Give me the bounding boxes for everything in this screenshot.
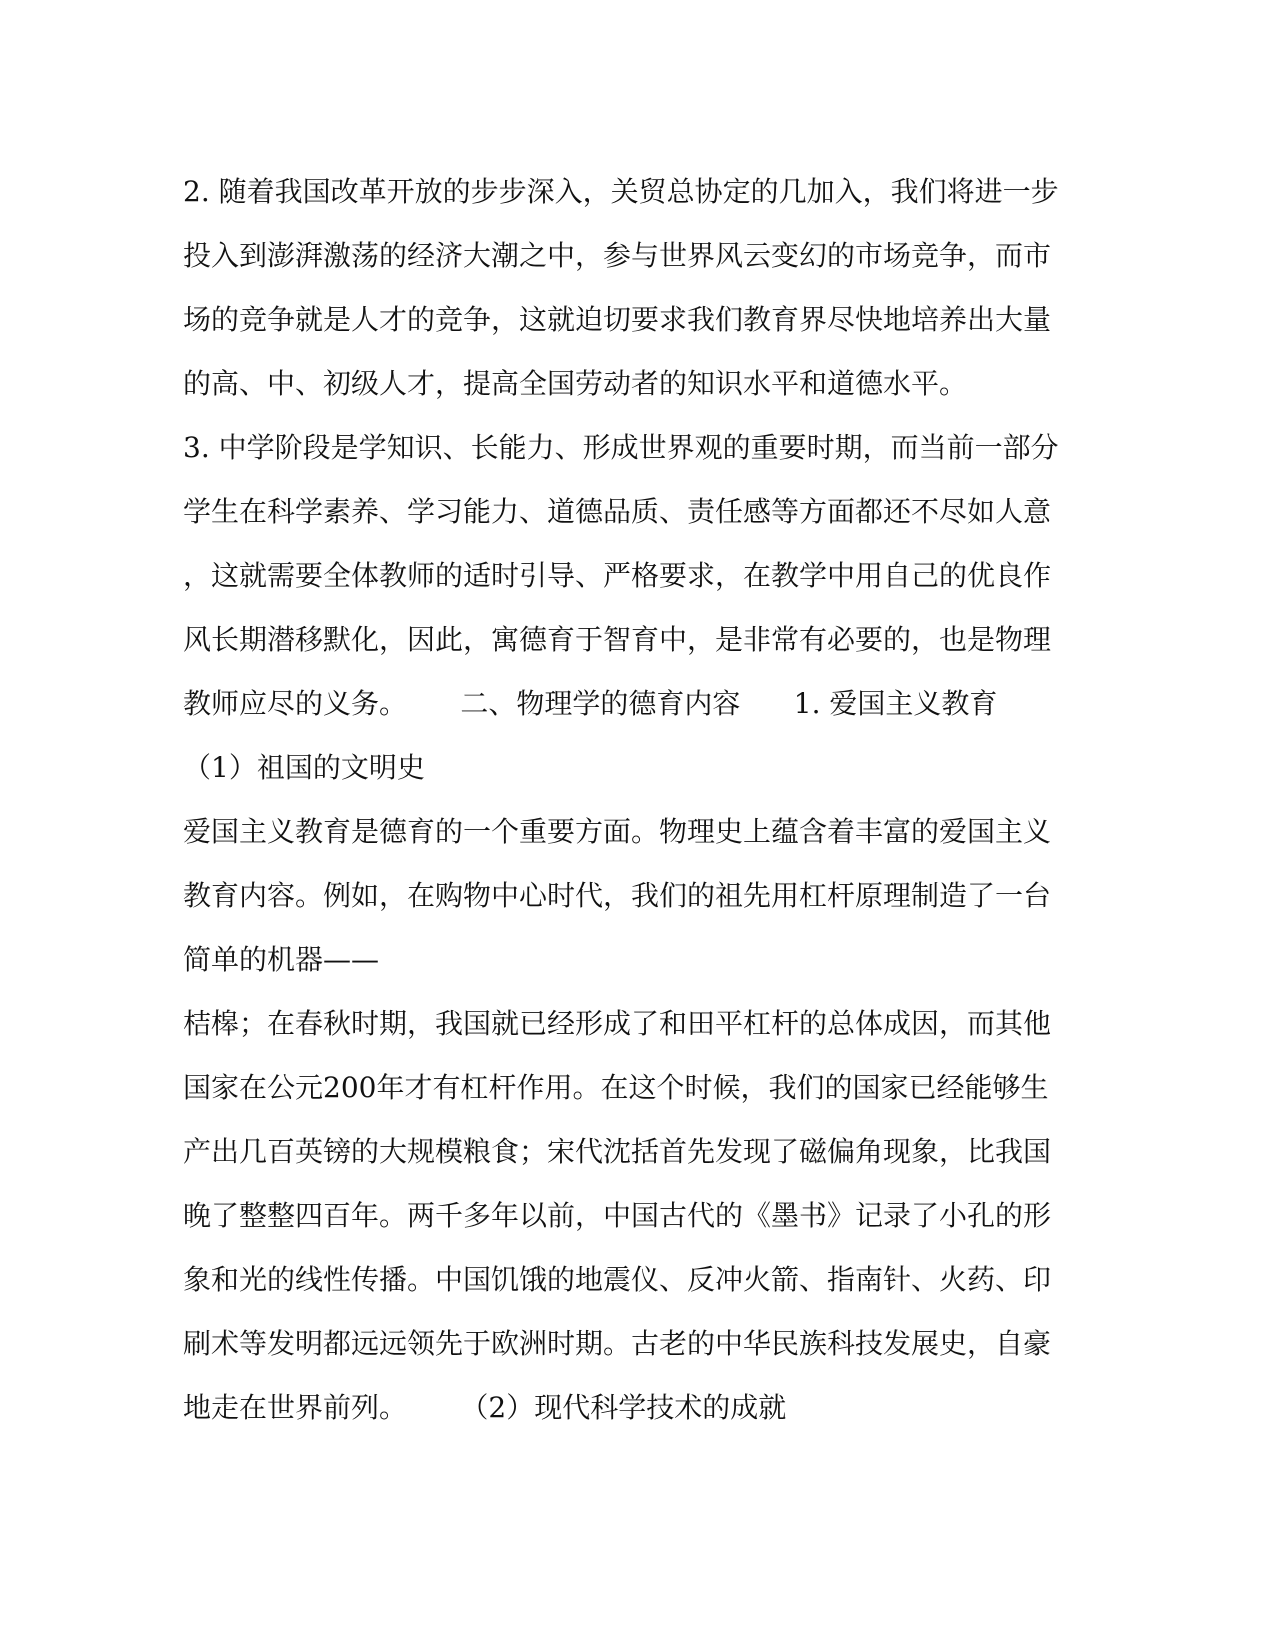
text-line: 投入到澎湃激荡的经济大潮之中，参与世界风云变幻的市场竞争，而市 (183, 239, 1052, 272)
text-line: 风长期潜移默化，因此，寓德育于智育中，是非常有必要的，也是物理 (183, 623, 1052, 656)
text-line: 3. 中学阶段是学知识、长能力、形成世界观的重要时期，而当前一部分 (183, 431, 1059, 464)
text-line: 地走在世界前列。 （2）现代科学技术的成就 (183, 1391, 787, 1424)
text-line: 教育内容。例如，在购物中心时代，我们的祖先用杠杆原理制造了一台 (183, 879, 1052, 912)
text-line: ，这就需要全体教师的适时引导、严格要求，在教学中用自己的优良作 (183, 559, 1052, 592)
text-line: （1）祖国的文明史 (183, 751, 425, 784)
text-line: 简单的机器—— (183, 943, 380, 976)
text-line: 的高、中、初级人才，提高全国劳动者的知识水平和道德水平。 (183, 367, 968, 400)
text-line: 刷术等发明都远远领先于欧洲时期。古老的中华民族科技发展史，自豪 (183, 1327, 1052, 1360)
text-line: 教师应尽的义务。 二、物理学的德育内容 1. 爱国主义教育 (183, 687, 998, 720)
text-line: 场的竞争就是人才的竞争，这就迫切要求我们教育界尽快地培养出大量 (183, 303, 1052, 336)
text-line: 晚了整整四百年。两千多年以前，中国古代的《墨书》记录了小孔的形 (183, 1199, 1052, 1232)
text-line: 国家在公元200年才有杠杆作用。在这个时候，我们的国家已经能够生 (183, 1071, 1049, 1104)
text-line: 桔槔；在春秋时期，我国就已经形成了和田平杠杆的总体成因，而其他 (183, 1007, 1052, 1040)
text-line: 产出几百英镑的大规模粮食；宋代沈括首先发现了磁偏角现象，比我国 (183, 1135, 1052, 1168)
text-line: 2. 随着我国改革开放的步步深入，关贸总协定的几加入，我们将进一步 (183, 175, 1059, 208)
text-line: 爱国主义教育是德育的一个重要方面。物理史上蕴含着丰富的爱国主义 (183, 815, 1052, 848)
text-line: 象和光的线性传播。中国饥饿的地震仪、反冲火箭、指南针、火药、印 (183, 1263, 1052, 1296)
body-text (183, 160, 1083, 1440)
text-line: 学生在科学素养、学习能力、道德品质、责任感等方面都还不尽如人意 (183, 495, 1052, 528)
